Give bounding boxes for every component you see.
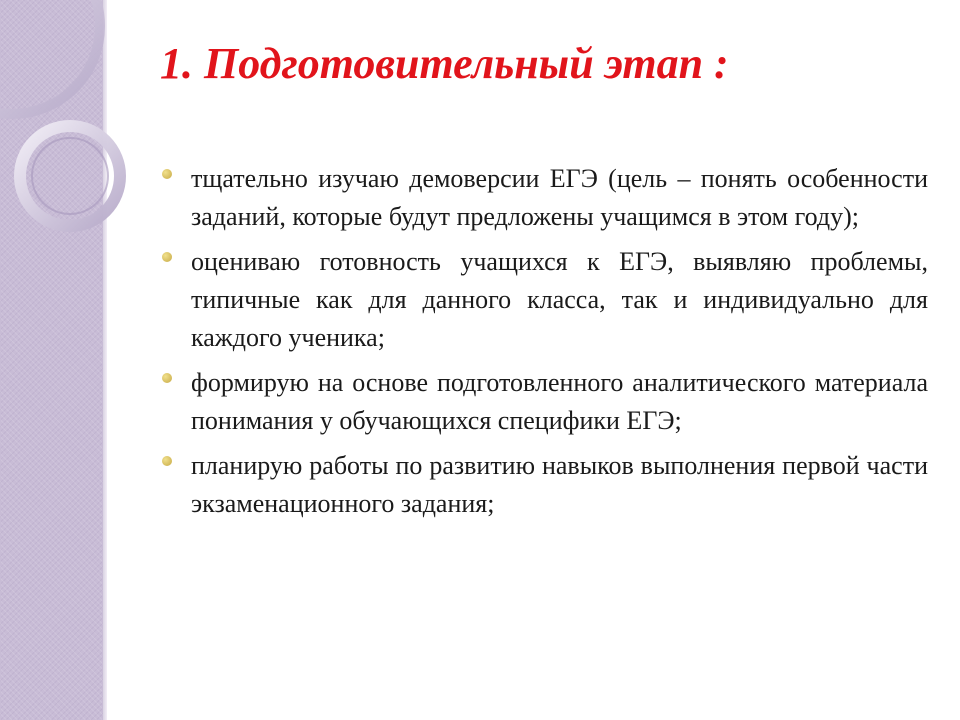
bullet-text: формирую на основе подготовленного аналитического материала понимания у обучающихся специфики ЕГЭ; <box>191 368 928 435</box>
bullet-item <box>160 243 928 357</box>
slide-title: 1. Подготовительный этап : <box>160 39 729 88</box>
bullet-text: планирую работы по развитию навыков выполнения первой части экзаменационного задания; <box>191 451 928 518</box>
bullet-marker-icon <box>162 169 172 179</box>
decorative-ring-inner <box>32 138 108 214</box>
bullet-item <box>160 160 928 236</box>
bullet-text: тщательно изучаю демоверсии ЕГЭ (цель – понять особенности заданий, которые будут предложены учащимся в этом году); <box>191 164 928 231</box>
bullet-list <box>160 160 928 530</box>
bullet-marker-icon <box>162 252 172 262</box>
bullet-marker-icon <box>162 456 172 466</box>
decorative-rings <box>0 0 140 260</box>
decorative-ring-large <box>0 0 100 114</box>
bullet-item <box>160 447 928 523</box>
bullet-item <box>160 364 928 440</box>
bullet-marker-icon <box>162 373 172 383</box>
bullet-text: оцениваю готовность учащихся к ЕГЭ, выявляю проблемы, типичные как для данного класса, так и индивидуально для каждого ученика; <box>191 247 928 352</box>
decorative-ring-small <box>20 126 120 226</box>
